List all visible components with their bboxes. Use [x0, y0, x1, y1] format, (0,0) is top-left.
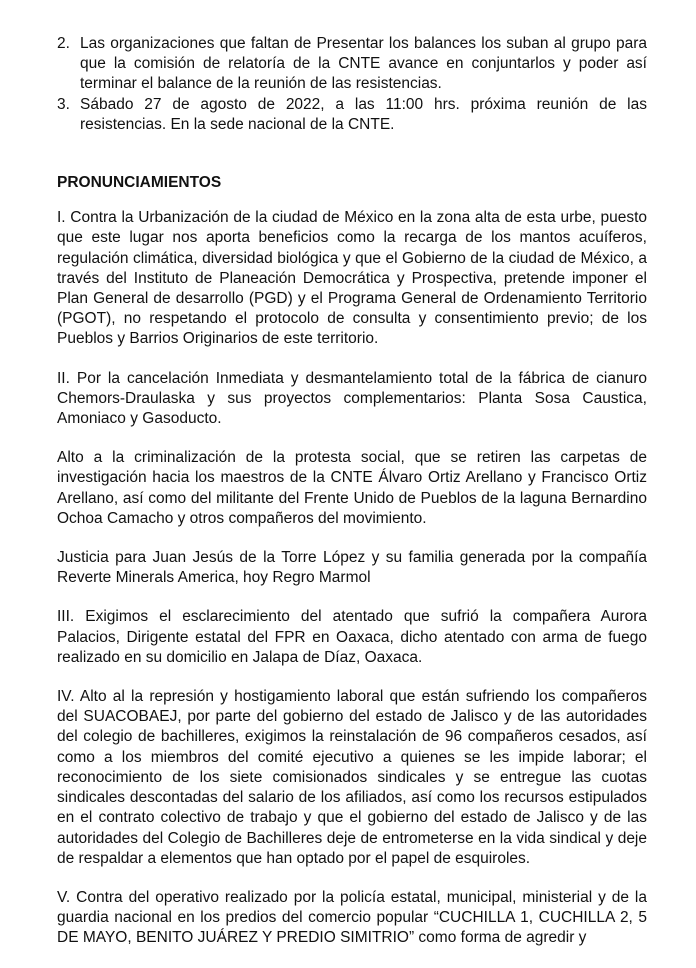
list-number: 2.: [57, 35, 70, 52]
list-item: [57, 34, 647, 95]
list-item: [57, 95, 647, 135]
paragraph-operativo: V. Contra del operativo realizado por la policía estatal, municipal, ministerial y de la guardia nacional en los predios del comercio popular “CUCHILLA 1, CUCHILLA 2, 5 DE MAYO, BENITO JUÁREZ Y PREDIO SIMITRIO” como forma de agredir y: [57, 888, 647, 947]
list-number: 3.: [57, 95, 70, 113]
section-heading: PRONUNCIAMIENTOS: [57, 174, 222, 192]
paragraph-atentado: III. Exigimos el esclarecimiento del atentado que sufrió la compañera Aurora Palacios, Dirigente estatal del FPR en Oaxaca, dicho atentado con arma de fuego realizado en su domicilio en Jalapa de Díaz, Oaxaca.: [57, 608, 647, 666]
list-text: Las organizaciones que faltan de Presentar los balances los suban al grupo para que la comisión de relatoría de la CNTE avance en conjuntarlos y poder así terminar el balance de la reunión de las resistencias.: [80, 35, 647, 93]
paragraph-urbanizacion: I. Contra la Urbanización de la ciudad de México en la zona alta de esta urbe, puesto que este lugar nos aporta beneficios como la recarga de los mantos acuíferos, regulación climática, diversidad biológica y que el Gobierno de la ciudad de México, a través del Instituto de Planeación Democrática y Prospectiva, pretende imponer el Plan General de desarrollo (PGD) y el Programa General de Ordenamiento Territorio (PGOT), no respetando el protocolo de consulta y consentimiento previo; de los Pueblos y Barrios Originarios de este territorio.: [57, 209, 647, 348]
paragraph-represion: IV. Alto al la represión y hostigamiento laboral que están sufriendo los compañeros del SUACOBAEJ, por parte del gobierno del estado de Jalisco y de las autoridades del colegio de bachilleres, exigimos la reinstalación de 96 compañeros cesados, así como a los miembros del comité ejecutivo a quienes se les impide laborar; el reconocimiento de los siete comisionados sindicales y se entregue las cuotas sindicales descontadas del salario de los afiliados, así como los recursos estipulados en el contrato colectivo de trabajo y que el gobierno del estado de Jalisco y de las autoridades del Colegio de Bachilleres deje de entrometerse en la vida sindical y deje de respaldar a elementos que han optado por el papel de esquiroles.: [57, 688, 647, 867]
paragraph-justicia: Justicia para Juan Jesús de la Torre López y su familia generada por la compañía Reverte Minerals America, hoy Regro Marmol: [57, 549, 647, 587]
list-text: Sábado 27 de agosto de 2022, a las 11:00 hrs. próxima reunión de las resistencias. En la sede nacional de la CNTE.: [80, 95, 647, 133]
paragraph-cianuro: II. Por la cancelación Inmediata y desmantelamiento total de la fábrica de cianuro Chemors-Draulaska y sus proyectos complementarios: Planta Sosa Caustica, Amoniaco y Gasoducto.: [57, 369, 647, 428]
document-page: [57, 22, 647, 968]
agreement-list: [57, 34, 647, 135]
paragraph-criminalizacion: Alto a la criminalización de la protesta social, que se retiren las carpetas de investigación hacia los maestros de la CNTE Álvaro Ortiz Arellano y Francisco Ortiz Arellano, así como del militante del Frente Unido de Pueblos de la laguna Bernardino Ochoa Camacho y otros compañeros del movimiento.: [57, 449, 647, 527]
